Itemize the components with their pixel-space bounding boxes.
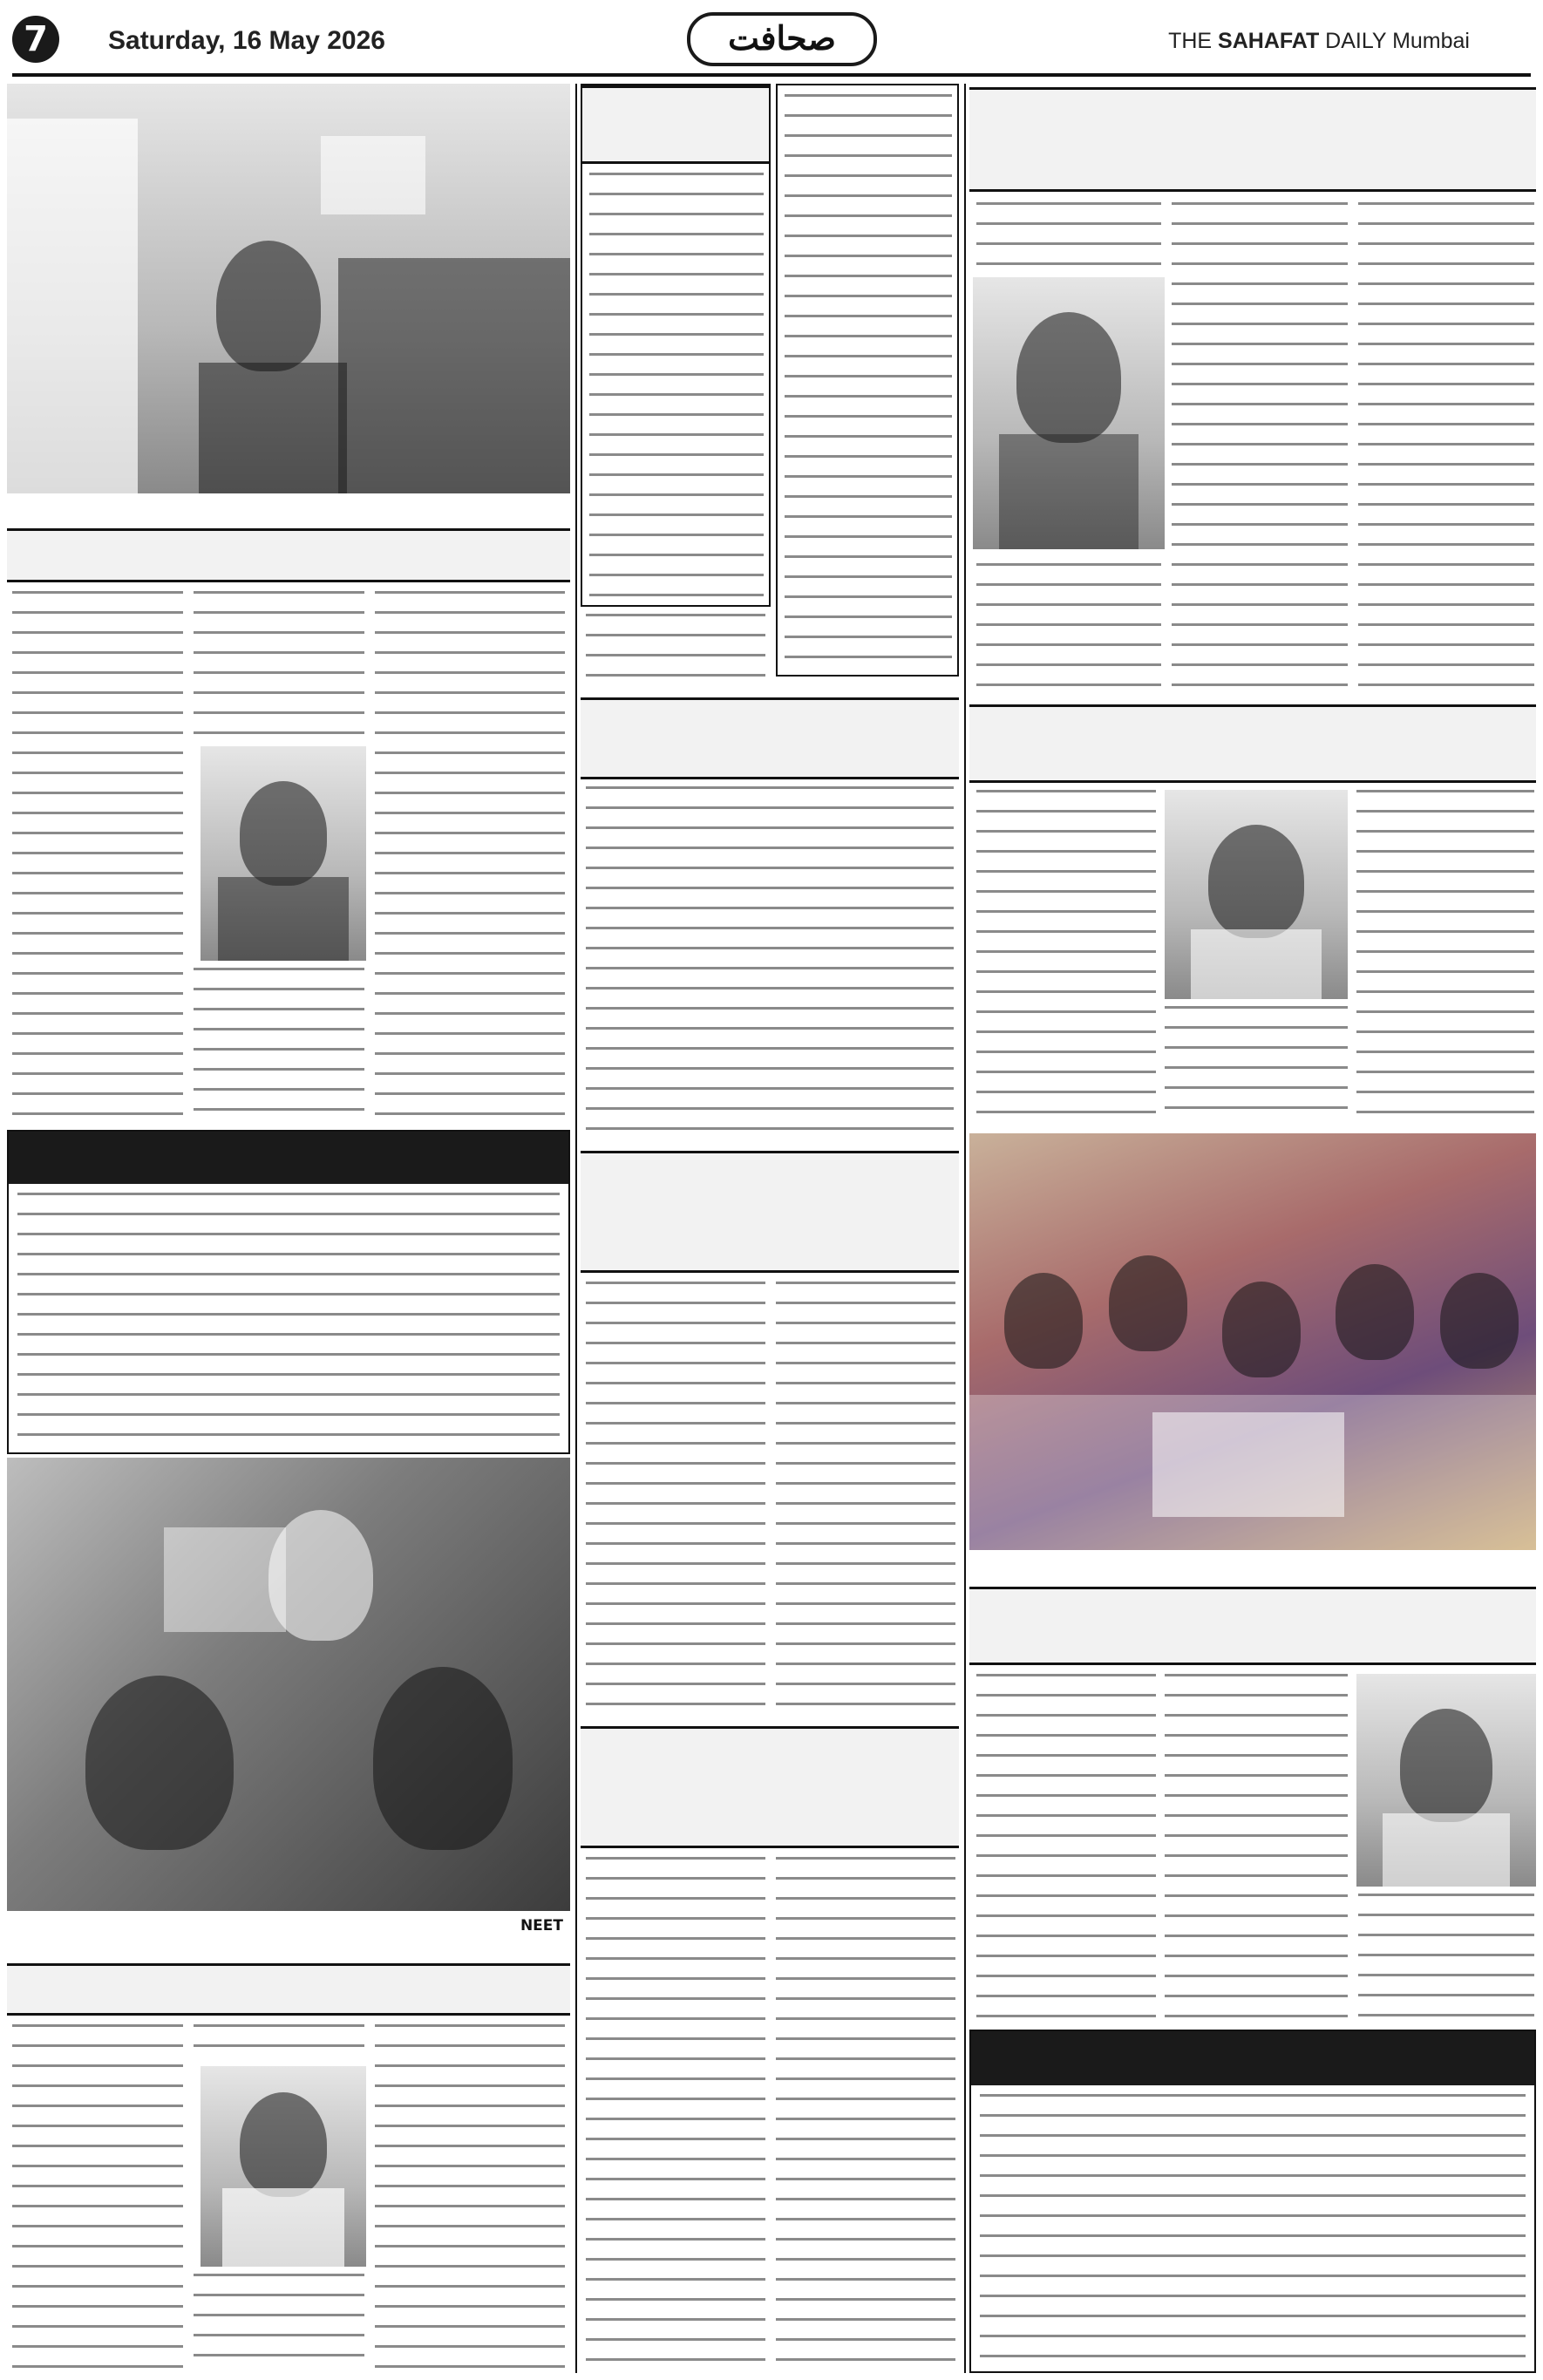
- article-energy: [776, 84, 959, 677]
- body-abbas-1: [12, 2024, 183, 2373]
- body-minister-1: [976, 1674, 1156, 2021]
- headline-iftar: [581, 1726, 959, 1848]
- article-enemy-property: [969, 2030, 1536, 2373]
- paper-prefix: THE: [1168, 29, 1219, 53]
- body-sc-1: [976, 790, 1156, 1125]
- headline-enemy-property: [971, 2031, 1534, 2085]
- photo-yogi: [973, 277, 1165, 549]
- divider-right: [964, 84, 966, 2373]
- caption-neet-keyword: NEET: [520, 1917, 563, 1935]
- body-mayawati-3: [375, 591, 565, 1123]
- newspaper-logo: صحافت: [687, 12, 877, 66]
- body-sc-3: [1356, 790, 1534, 1125]
- body-mayawati-1: [12, 591, 183, 1123]
- body-abbas-3: [375, 2024, 565, 2373]
- body-iftar-2: [776, 1857, 955, 2373]
- headline-sentence: [9, 1132, 568, 1184]
- body-cycle-yatra-2: [586, 614, 765, 689]
- headline-weather: [581, 1151, 959, 1273]
- headline-abbas-ansari: [7, 1963, 570, 2016]
- body-minister-3: [1358, 1894, 1534, 2021]
- body-weather-2: [776, 1282, 955, 1717]
- paper-suffix: DAILY Mumbai: [1319, 29, 1470, 53]
- caption-neet-protest: [7, 1913, 570, 1956]
- body-sc-2: [1165, 1006, 1348, 1125]
- masthead: [0, 0, 1543, 73]
- photo-abbas-ansari: [201, 2066, 366, 2267]
- caption-motorcycle: [7, 495, 570, 525]
- body-mayawati-2: [194, 591, 364, 739]
- photo-minister: [1356, 1674, 1536, 1887]
- body-abbas-2: [194, 2024, 364, 2063]
- body-yogi-2: [1172, 202, 1348, 690]
- newspaper-name: [1168, 29, 1470, 54]
- headline-mayawati: [7, 528, 570, 582]
- body-weather-1: [586, 1282, 765, 1717]
- body-yogi-3: [1358, 202, 1534, 690]
- issue-date: Saturday, 16 May 2026: [108, 26, 385, 55]
- headline-minister-caravan: [969, 1587, 1536, 1665]
- photo-mayawati: [201, 746, 366, 961]
- headline-cycle-yatra: [582, 85, 769, 164]
- headline-hajj: [581, 697, 959, 779]
- page-number: 7: [12, 16, 59, 63]
- photo-women-protest: [969, 1133, 1536, 1550]
- article-sentence: [7, 1130, 570, 1454]
- caption-women-protest: [969, 1552, 1536, 1580]
- masthead-rule: [12, 73, 1531, 77]
- body-abbas-2b: [194, 2274, 364, 2373]
- body-cycle-yatra: [589, 173, 764, 600]
- article-cycle-yatra: [581, 84, 771, 607]
- photo-neet-protest: [7, 1458, 570, 1911]
- headline-supreme-court: [969, 704, 1536, 783]
- body-minister-2: [1165, 1674, 1348, 2021]
- body-mayawati-2b: [194, 968, 364, 1123]
- divider-left: [575, 84, 577, 2373]
- body-sentence: [17, 1193, 560, 1445]
- body-enemy-property: [980, 2094, 1526, 2364]
- body-energy: [785, 94, 952, 670]
- body-iftar-1: [586, 1857, 765, 2373]
- photo-sengar: [1165, 790, 1348, 999]
- headline-yogi: [969, 87, 1536, 192]
- paper-name-bold: SAHAFAT: [1218, 29, 1320, 53]
- body-hajj: [586, 786, 954, 1135]
- photo-motorcycle: [7, 84, 570, 493]
